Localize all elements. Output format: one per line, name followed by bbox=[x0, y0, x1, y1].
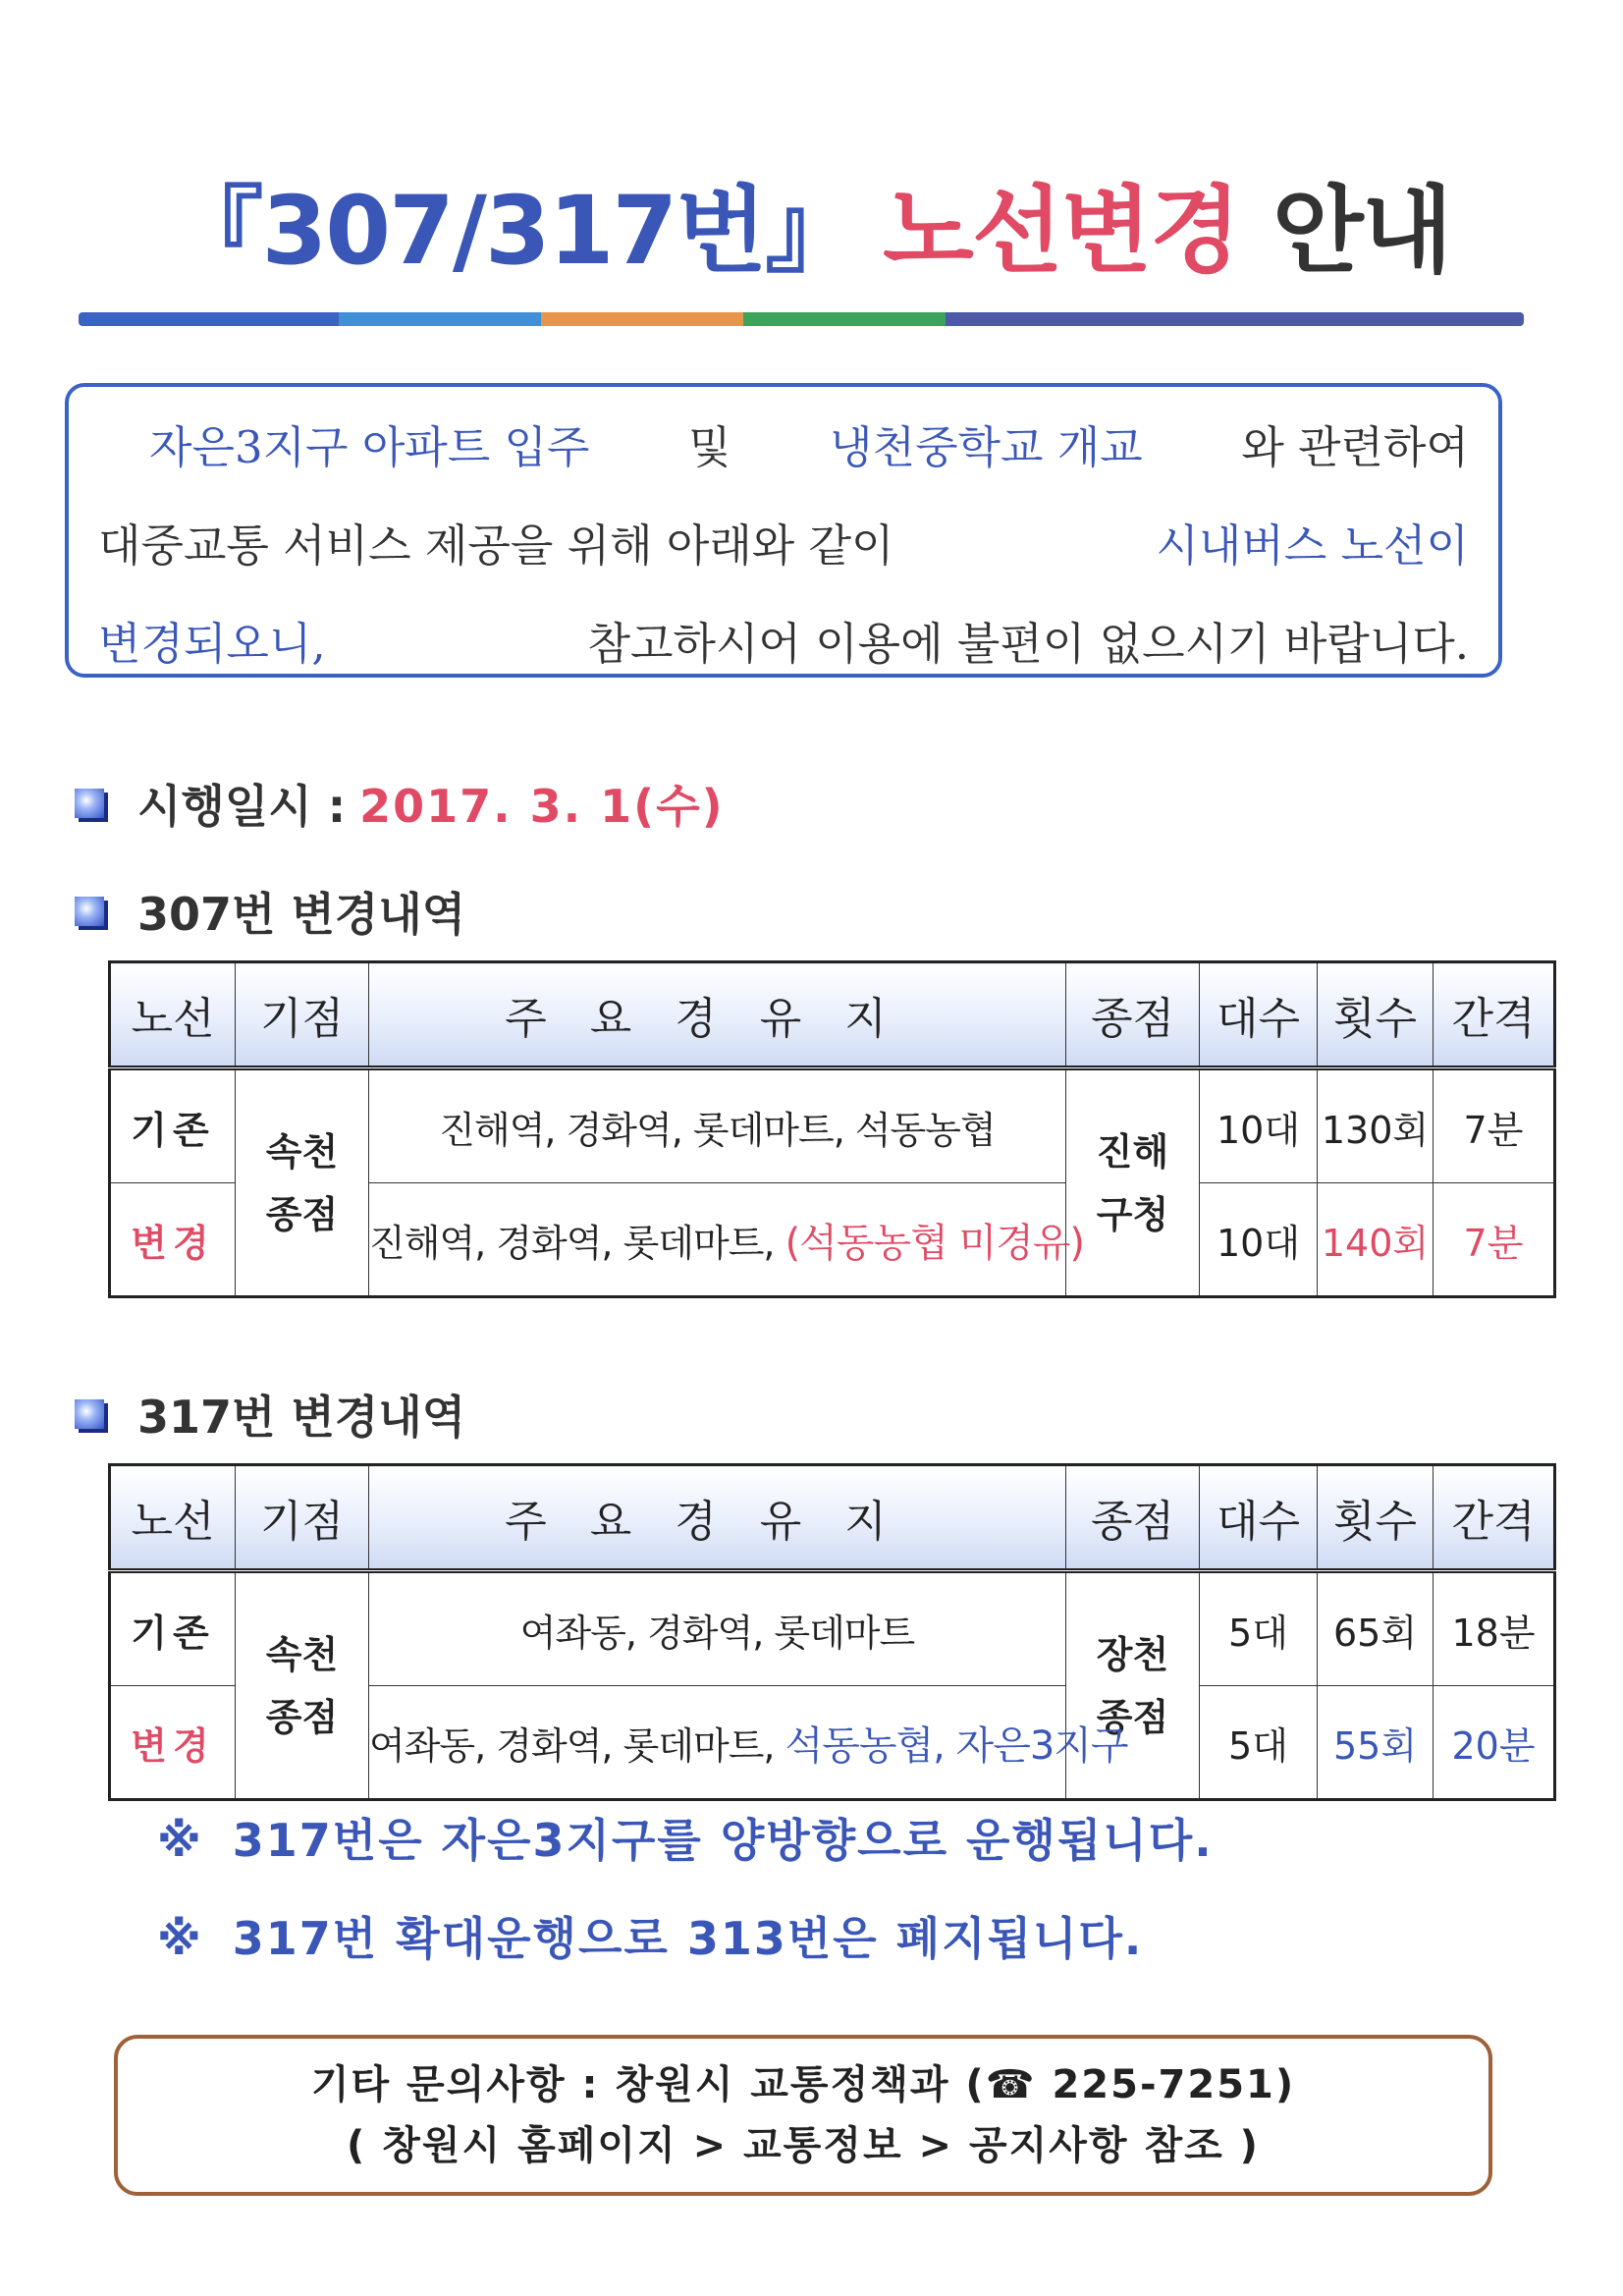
intro-school-text: 냉천중학교 개교 bbox=[830, 421, 1143, 473]
route-307-heading bbox=[75, 882, 465, 941]
title-route-change: 노선변경 bbox=[883, 176, 1240, 286]
intro-box bbox=[65, 383, 1502, 678]
origin-cell bbox=[236, 1571, 369, 1800]
via-changed-highlight: 석동농협, 자은3지구 bbox=[784, 1722, 1128, 1769]
square-bullet-icon bbox=[75, 1399, 104, 1429]
contact-box bbox=[114, 2035, 1492, 2196]
dest-line-2: 구청 bbox=[1096, 1192, 1169, 1236]
dest-line-2: 종점 bbox=[1096, 1695, 1169, 1739]
row-kind-changed: 변경 bbox=[110, 1686, 236, 1800]
via-existing: 여좌동, 경화역, 롯데마트 bbox=[369, 1571, 1066, 1686]
trips-existing: 65회 bbox=[1318, 1571, 1434, 1686]
via-changed bbox=[369, 1183, 1084, 1297]
via-changed bbox=[369, 1686, 1128, 1800]
column-header-interval: 간격 bbox=[1434, 962, 1555, 1068]
dest-line-1: 진해 bbox=[1096, 1129, 1169, 1174]
buses-changed: 5대 bbox=[1200, 1686, 1318, 1800]
title-notice: 안내 bbox=[1272, 176, 1451, 286]
route-307-heading-text: 307번 변경내역 bbox=[137, 888, 466, 941]
via-changed-text: 진해역, 경화역, 롯데마트, bbox=[369, 1221, 785, 1265]
trips-changed: 55회 bbox=[1318, 1686, 1434, 1800]
interval-existing: 18분 bbox=[1434, 1571, 1555, 1686]
buses-existing: 5대 bbox=[1200, 1571, 1318, 1686]
row-kind-changed: 변경 bbox=[110, 1183, 236, 1297]
note-bidirectional-text: 317번은 자은3지구를 양방향으로 운행됩니다. bbox=[232, 1814, 1214, 1867]
intro-conjunction-text: 및 bbox=[688, 421, 731, 473]
column-header-trips: 횟수 bbox=[1318, 962, 1434, 1068]
via-existing: 진해역, 경화역, 롯데마트, 석동농협 bbox=[369, 1068, 1066, 1183]
buses-existing: 10대 bbox=[1200, 1068, 1318, 1183]
column-header-buses: 대수 bbox=[1200, 962, 1318, 1068]
reference-mark-icon: ※ bbox=[157, 1912, 203, 1965]
route-317-heading-text: 317번 변경내역 bbox=[137, 1391, 466, 1444]
page-title bbox=[79, 175, 1542, 288]
origin-cell bbox=[236, 1068, 369, 1297]
row-kind-existing: 기존 bbox=[110, 1068, 236, 1183]
trips-changed: 140회 bbox=[1318, 1183, 1434, 1297]
via-changed-highlight: (석동농협 미경유) bbox=[784, 1220, 1084, 1266]
interval-existing: 7분 bbox=[1434, 1068, 1555, 1183]
intro-line-2 bbox=[98, 497, 1469, 595]
row-kind-existing: 기존 bbox=[110, 1571, 236, 1686]
table-row-existing bbox=[110, 1571, 1555, 1686]
origin-line-1: 속천 bbox=[265, 1632, 339, 1676]
effective-date-value: 2017. 3. 1(수) bbox=[359, 780, 725, 833]
interval-changed: 7분 bbox=[1434, 1183, 1555, 1297]
origin-line-2: 종점 bbox=[265, 1695, 339, 1739]
intro-closing-text: 참고하시어 이용에 불편이 없으시기 바랍니다. bbox=[587, 618, 1469, 670]
note-abolished bbox=[157, 1903, 1143, 1968]
trips-existing: 130회 bbox=[1318, 1068, 1434, 1183]
interval-changed: 20분 bbox=[1434, 1686, 1555, 1800]
title-underline-bar bbox=[79, 312, 1524, 326]
route-307-table bbox=[108, 960, 1556, 1298]
via-changed-text: 여좌동, 경화역, 롯데마트, bbox=[369, 1723, 785, 1768]
intro-line-1 bbox=[98, 399, 1469, 497]
dest-line-1: 장천 bbox=[1096, 1632, 1169, 1676]
table-row-existing bbox=[110, 1068, 1555, 1183]
square-bullet-icon bbox=[75, 897, 104, 926]
column-header-via: 주요경유지 bbox=[369, 1465, 1066, 1571]
reference-mark-icon: ※ bbox=[157, 1814, 203, 1867]
title-bar-segment bbox=[79, 312, 339, 326]
note-bidirectional bbox=[157, 1805, 1214, 1870]
intro-related-text: 와 관련하여 bbox=[1241, 421, 1469, 473]
buses-changed: 10대 bbox=[1200, 1183, 1318, 1297]
title-bar-segment bbox=[946, 312, 1524, 326]
column-header-origin: 기점 bbox=[236, 1465, 369, 1571]
origin-line-1: 속천 bbox=[265, 1129, 339, 1174]
intro-apartment-text: 자은3지구 아파트 입주 bbox=[149, 421, 590, 473]
dest-cell bbox=[1066, 1068, 1200, 1297]
intro-service-text: 대중교통 서비스 제공을 위해 아래와 같이 bbox=[98, 519, 894, 572]
origin-line-2: 종점 bbox=[265, 1192, 339, 1236]
column-header-interval: 간격 bbox=[1434, 1465, 1555, 1571]
column-header-origin: 기점 bbox=[236, 962, 369, 1068]
route-317-table bbox=[108, 1463, 1556, 1801]
table-header-row bbox=[110, 962, 1555, 1068]
intro-line-3 bbox=[98, 595, 1469, 693]
square-bullet-icon bbox=[75, 789, 104, 818]
column-header-dest: 종점 bbox=[1066, 962, 1200, 1068]
homepage-reference-line: ( 창원시 홈페이지 > 교통정보 > 공지사항 참조 ) bbox=[347, 2123, 1260, 2168]
title-route-numbers: 『307/317번』 bbox=[169, 176, 858, 286]
effective-date-label: 시행일시 : bbox=[137, 780, 347, 833]
title-bar-segment bbox=[339, 312, 541, 326]
column-header-route: 노선 bbox=[110, 962, 236, 1068]
title-bar-segment bbox=[541, 312, 743, 326]
contact-line: 기타 문의사항 : 창원시 교통정책과 (☎ 225-7251) bbox=[310, 2062, 1296, 2107]
title-bar-segment bbox=[743, 312, 946, 326]
note-abolished-text: 317번 확대운행으로 313번은 폐지됩니다. bbox=[232, 1912, 1144, 1965]
intro-bus-route-text: 시내버스 노선이 bbox=[1156, 519, 1469, 572]
column-header-dest: 종점 bbox=[1066, 1465, 1200, 1571]
column-header-route: 노선 bbox=[110, 1465, 236, 1571]
intro-changed-text: 변경되오니, bbox=[98, 618, 326, 670]
route-317-heading bbox=[75, 1385, 465, 1444]
table-header-row bbox=[110, 1465, 1555, 1571]
column-header-buses: 대수 bbox=[1200, 1465, 1318, 1571]
column-header-trips: 횟수 bbox=[1318, 1465, 1434, 1571]
column-header-via: 주요경유지 bbox=[369, 962, 1066, 1068]
effective-date-heading bbox=[75, 774, 725, 833]
